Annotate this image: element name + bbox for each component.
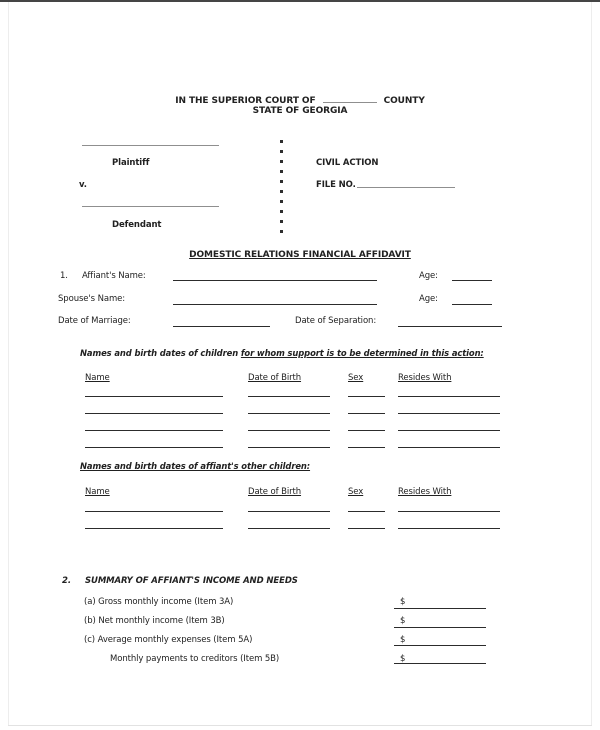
file-no-label: FILE NO. bbox=[316, 180, 356, 190]
item1-number: 1. bbox=[60, 271, 68, 281]
affiant-name-field[interactable] bbox=[173, 280, 377, 281]
child-dob-field[interactable] bbox=[248, 447, 330, 448]
court-header-suffix: COUNTY bbox=[383, 96, 425, 106]
top-bar bbox=[0, 0, 600, 2]
child-resides-field[interactable] bbox=[398, 396, 500, 397]
dollar-sign: $ bbox=[400, 635, 406, 645]
versus-label: v. bbox=[79, 180, 87, 190]
other-child-resides-field[interactable] bbox=[398, 511, 500, 512]
child-name-field[interactable] bbox=[85, 413, 223, 414]
summary-item-label: (a) Gross monthly income (Item 3A) bbox=[84, 597, 234, 607]
children-support-heading bbox=[80, 348, 484, 359]
summary-heading: SUMMARY OF AFFIANT'S INCOME AND NEEDS bbox=[85, 576, 298, 586]
dollar-sign: $ bbox=[400, 654, 406, 664]
col-header-name: Name bbox=[85, 373, 110, 383]
child-sex-field[interactable] bbox=[348, 396, 385, 397]
child-sex-field[interactable] bbox=[348, 447, 385, 448]
child-sex-field[interactable] bbox=[348, 413, 385, 414]
monthly-expenses-amount-field[interactable] bbox=[394, 645, 486, 646]
other-child-name-field[interactable] bbox=[85, 528, 223, 529]
other-children-heading: Names and birth dates of affiant's other children: bbox=[80, 461, 311, 471]
child-name-field[interactable] bbox=[85, 396, 223, 397]
marriage-date-field[interactable] bbox=[173, 326, 270, 327]
other-child-dob-field[interactable] bbox=[248, 511, 330, 512]
child-dob-field[interactable] bbox=[248, 413, 330, 414]
child-name-field[interactable] bbox=[85, 430, 223, 431]
summary-item-label: (c) Average monthly expenses (Item 5A) bbox=[84, 635, 253, 645]
spouse-name-field[interactable] bbox=[173, 304, 377, 305]
summary-number: 2. bbox=[62, 576, 71, 586]
state-line: STATE OF GEORGIA bbox=[252, 106, 348, 116]
child-resides-field[interactable] bbox=[398, 430, 500, 431]
other-child-name-field[interactable] bbox=[85, 511, 223, 512]
defendant-name-field[interactable] bbox=[82, 206, 219, 207]
child-sex-field[interactable] bbox=[348, 430, 385, 431]
file-no-field[interactable] bbox=[357, 187, 455, 188]
court-header-prefix: IN THE SUPERIOR COURT OF bbox=[175, 96, 316, 106]
spouse-name-label: Spouse's Name: bbox=[58, 294, 126, 304]
other-child-dob-field[interactable] bbox=[248, 528, 330, 529]
civil-action-label: CIVIL ACTION bbox=[316, 158, 379, 168]
affiant-age-label: Age: bbox=[419, 271, 438, 281]
affiant-name-label: Affiant's Name: bbox=[82, 271, 146, 281]
child-dob-field[interactable] bbox=[248, 430, 330, 431]
county-blank-field[interactable] bbox=[323, 94, 377, 103]
spouse-age-label: Age: bbox=[419, 294, 438, 304]
children-support-heading-plain: Names and birth dates of children bbox=[80, 348, 239, 358]
col-header-dob: Date of Birth bbox=[248, 373, 302, 383]
child-name-field[interactable] bbox=[85, 447, 223, 448]
col-header-resides: Resides With bbox=[398, 487, 452, 497]
caption-separator-dots bbox=[280, 140, 283, 233]
col-header-resides: Resides With bbox=[398, 373, 452, 383]
child-resides-field[interactable] bbox=[398, 447, 500, 448]
affiant-age-field[interactable] bbox=[452, 280, 492, 281]
document-title: DOMESTIC RELATIONS FINANCIAL AFFIDAVIT bbox=[189, 250, 411, 260]
col-header-sex: Sex bbox=[348, 373, 364, 383]
other-child-sex-field[interactable] bbox=[348, 528, 385, 529]
other-child-sex-field[interactable] bbox=[348, 511, 385, 512]
defendant-label: Defendant bbox=[112, 220, 162, 230]
spouse-age-field[interactable] bbox=[452, 304, 492, 305]
separation-date-field[interactable] bbox=[398, 326, 502, 327]
child-dob-field[interactable] bbox=[248, 396, 330, 397]
dollar-sign: $ bbox=[400, 597, 406, 607]
col-header-name: Name bbox=[85, 487, 110, 497]
creditor-payments-amount-field[interactable] bbox=[394, 663, 486, 664]
separation-date-label: Date of Separation: bbox=[295, 316, 377, 326]
dollar-sign: $ bbox=[400, 616, 406, 626]
marriage-date-label: Date of Marriage: bbox=[58, 316, 131, 326]
child-resides-field[interactable] bbox=[398, 413, 500, 414]
gross-income-amount-field[interactable] bbox=[394, 608, 486, 609]
net-income-amount-field[interactable] bbox=[394, 627, 486, 628]
children-support-heading-underlined: for whom support is to be determined in this action: bbox=[240, 348, 484, 358]
page-bottom-edge bbox=[8, 725, 592, 726]
col-header-sex: Sex bbox=[348, 487, 364, 497]
other-child-resides-field[interactable] bbox=[398, 528, 500, 529]
col-header-dob: Date of Birth bbox=[248, 487, 302, 497]
summary-item-label: Monthly payments to creditors (Item 5B) bbox=[110, 654, 280, 664]
plaintiff-label: Plaintiff bbox=[112, 158, 150, 168]
plaintiff-name-field[interactable] bbox=[82, 145, 219, 146]
summary-item-label: (b) Net monthly income (Item 3B) bbox=[84, 616, 225, 626]
